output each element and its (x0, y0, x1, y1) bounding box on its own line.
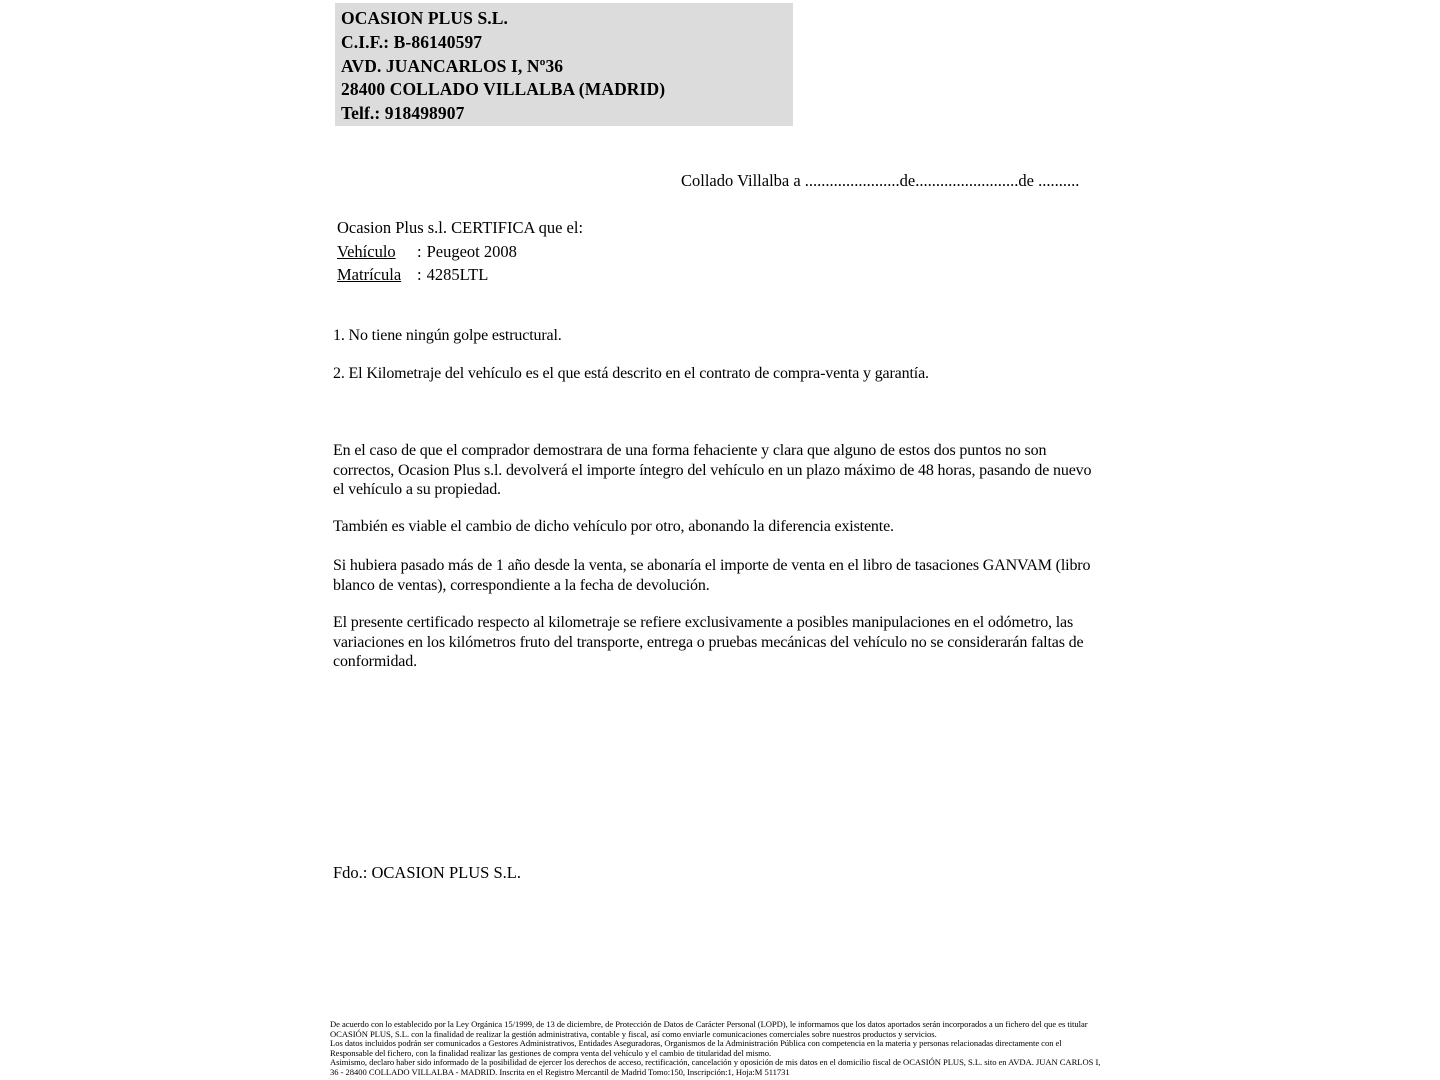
vehicle-field (337, 240, 583, 264)
signature-line: Fdo.: OCASION PLUS S.L. (333, 863, 521, 882)
plate-separator: : (417, 265, 422, 284)
paragraph-refund: En el caso de que el comprador demostrara de una forma fehaciente y clara que alguno de estos dos puntos no son correctos, Ocasion Plus s.l. devolverá el importe íntegro del vehículo en un plazo máximo de 48 horas, pasando de nuevo el vehículo a su propiedad. (333, 442, 1092, 498)
company-address: AVD. JUANCARLOS I, Nº36 (341, 55, 564, 76)
company-cif: C.I.F.: B-86140597 (341, 31, 483, 52)
vehicle-label: Vehículo (337, 241, 396, 261)
company-header-box (335, 3, 793, 126)
paragraph-ganvam: Si hubiera pasado más de 1 año desde la venta, se abonaría el importe de venta en el libro de tasaciones GANVAM (libro blanco de ventas), correspondiente a la fecha de devolución. (333, 557, 1091, 594)
vehicle-value: Peugeot 2008 (426, 241, 517, 261)
date-line: Collado Villalba a .......................de.........................de .......... (681, 171, 1080, 190)
plate-label: Matrícula (337, 265, 402, 284)
plate-value: 4285LTL (426, 265, 489, 284)
legal-footer (330, 1020, 1102, 1078)
legal-paragraph-data-sharing: Los datos incluidos podrán ser comunicados a Gestores Administrativos, Entidades Aseguradoras, Organismos de la Administración Pública con competencia en la materia y personas relacionadas directamente con el Responsable del fichero, con la finalidad realizar las gestiones de compra venta del vehículo y el cambio de titularidad del mismo. (330, 1038, 1062, 1058)
paragraph-exchange: También es viable el cambio de dicho vehículo por otro, abonando la diferencia existente. (333, 518, 894, 535)
legal-paragraph-lopd: De acuerdo con lo establecido por la Ley Orgánica 15/1999, de 13 de diciembre, de Protección de Datos de Carácter Personal (LOPD), le informamos que los datos aportados serán incorporados a un fichero del que es titular OCASIÓN PLUS, S.L. con la finalidad de realizar la gestión administrativa, contable y fiscal, así como enviarle comunicaciones comerciales sobre nuestros productos y servicios. (330, 1019, 1088, 1039)
certification-block (337, 216, 583, 287)
plate-field (337, 263, 583, 287)
legal-paragraph-rights: Asimismo, declaro haber sido informado de la posibilidad de ejercer los derechos de acceso, rectificación, cancelación y oposición de mis datos en el domicilio fiscal de OCASIÓN PLUS, S.L. sito en AVDA. JUAN CARLOS I, 36 - 28400 COLLADO VILLALBA - MADRID. Inscrita en el Registro Mercantil de Madrid Tomo:150, Inscripción:1, Hoja:M 511731 (330, 1057, 1101, 1077)
vehicle-separator: : (417, 241, 422, 261)
company-phone: Telf.: 918498907 (341, 103, 465, 124)
point-mileage: 2. El Kilometraje del vehículo es el que está descrito en el contrato de compra-venta y garantía. (333, 365, 929, 382)
company-name: OCASION PLUS S.L. (341, 8, 509, 28)
company-city: 28400 COLLADO VILLALBA (MADRID) (341, 79, 666, 100)
certify-intro: Ocasion Plus s.l. CERTIFICA que el: (337, 218, 584, 237)
paragraph-odometer: El presente certificado respecto al kilometraje se refiere exclusivamente a posibles manipulaciones en el odómetro, las variaciones en los kilómetros fruto del transporte, entrega o pruebas mecánicas del vehículo no se considerarán faltas de conformidad. (333, 614, 1084, 670)
point-structural: 1. No tiene ningún golpe estructural. (333, 327, 562, 344)
